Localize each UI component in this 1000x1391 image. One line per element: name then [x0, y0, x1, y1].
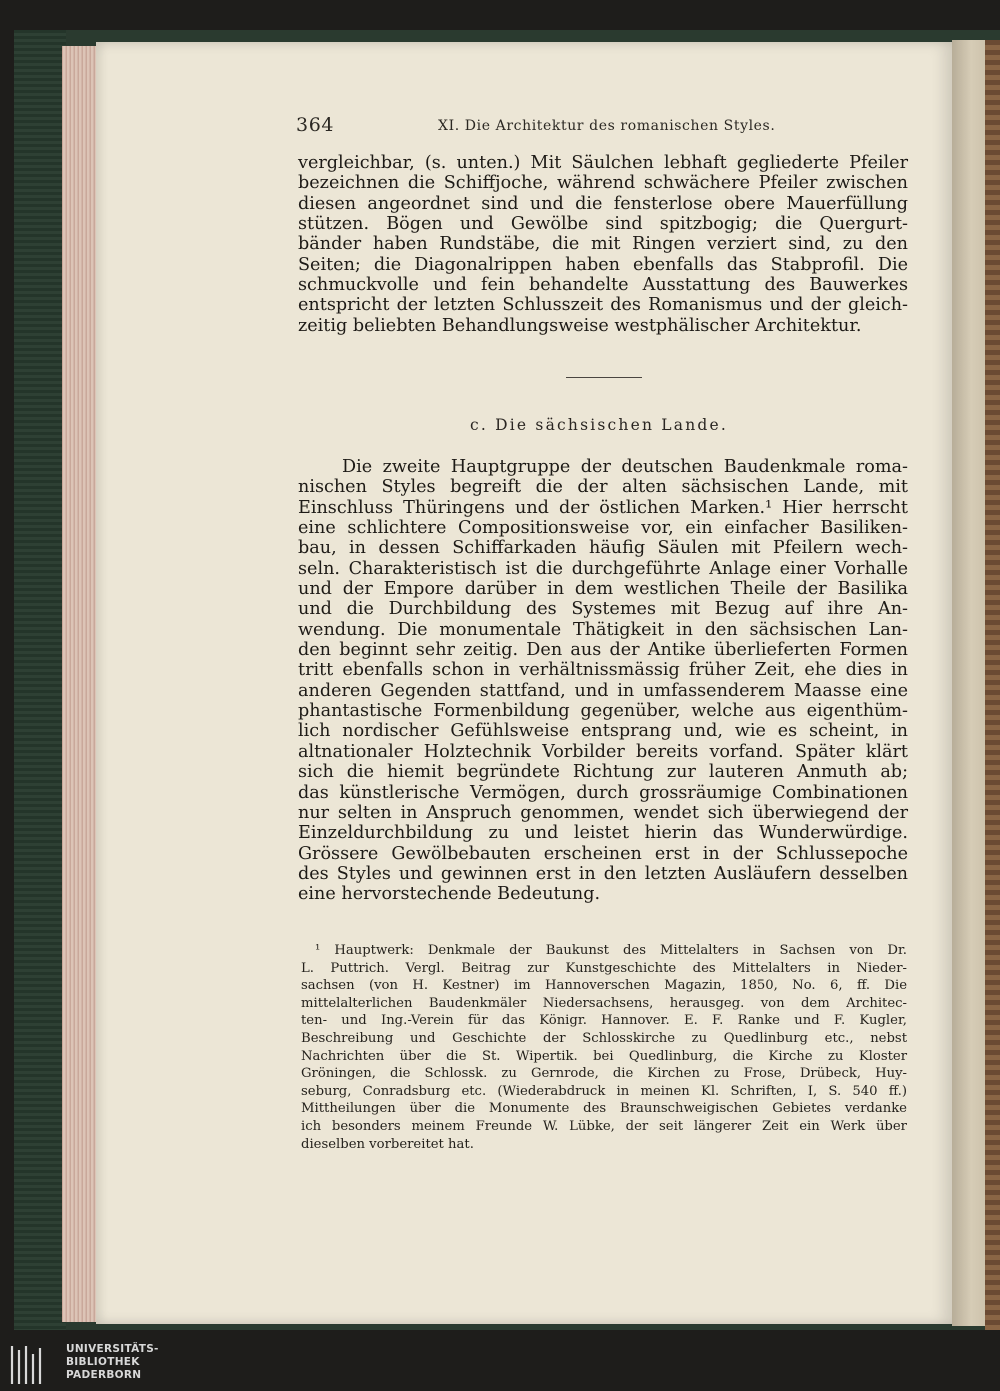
- text-line: Grössere Gewölbebauten erscheinen erst in der Schlussepoche: [298, 843, 908, 864]
- text-line: seln. Charakteristisch ist die durchgeführte Anlage einer Vorhalle: [298, 558, 908, 579]
- text-line: anderen Gegenden stattfand, und in umfassenderem Maasse eine: [298, 680, 908, 701]
- library-logo-icon: [8, 1344, 48, 1386]
- footnote-line: Mittheilungen über die Monumente des Braunschweigischen Gebietes verdanke: [301, 1101, 907, 1117]
- text-line: Die zweite Hauptgruppe der deutschen Baudenkmale roma-: [342, 457, 908, 477]
- bookmark-ribbon: [985, 40, 1000, 1330]
- text-line: diesen angeordnet sind und die fensterlose obere Mauerfüllung: [298, 193, 908, 214]
- footnote-line: ich besonders meinem Freunde W. Lübke, der seit längerer Zeit ein Werk über: [301, 1118, 907, 1134]
- text-line: Seiten; die Diagonalrippen haben ebenfalls das Stabprofil. Die: [298, 254, 908, 275]
- footnote-line: L. Puttrich. Vergl. Beitrag zur Kunstgeschichte des Mittelalters in Nieder-: [301, 960, 907, 976]
- text-line: altnationaler Holztechnik Vorbilder bereits vorfand. Später klärt: [298, 741, 908, 762]
- text-line: eine hervorstechende Bedeutung.: [298, 884, 601, 905]
- text-line: schmuckvolle und fein behandelte Ausstattung des Bauwerkes: [298, 275, 908, 296]
- text-line: entspricht der letzten Schlusszeit des Romanismus und der gleich-: [298, 295, 908, 316]
- text-line: zeitig beliebten Behandlungsweise westphälischer Architektur.: [298, 315, 862, 336]
- footnote-line: seburg, Conradsburg etc. (Wiederabdruck in meinen Kl. Schriften, I, S. 540 ff.): [301, 1083, 907, 1099]
- running-title: XI. Die Architektur des romanischen Styles.: [438, 118, 776, 134]
- footnote-line: dieselben vorbereitet hat.: [301, 1136, 474, 1152]
- logo-line: BIBLIOTHEK: [66, 1356, 140, 1369]
- logo-line: UNIVERSITÄTS-: [66, 1343, 159, 1355]
- text-line: stützen. Bögen und Gewölbe sind spitzbogig; die Quergurt-: [298, 214, 908, 235]
- book-cover-texture: [14, 30, 66, 1330]
- text-line: nischen Styles begreift die der alten sächsischen Lande, mit: [298, 477, 908, 498]
- text-line: Einzeldurchbildung zu und leistet hierin das Wunderwürdige.: [298, 823, 908, 844]
- text-line: lich nordischer Gefühlsweise entsprang und, wie es scheint, in: [298, 721, 908, 742]
- text-line: bau, in dessen Schiffarkaden häufig Säulen mit Pfeilern wech-: [298, 538, 908, 559]
- text-line: das künstlerische Vermögen, durch grossräumige Combinationen: [298, 782, 908, 803]
- text-line: den beginnt sehr zeitig. Den aus der Antike überlieferten Formen: [298, 640, 908, 661]
- text-line: des Styles und gewinnen erst in den letzten Ausläufern desselben: [298, 863, 908, 884]
- footnote-line: Beschreibung und Geschichte der Schlosskirche zu Quedlinburg etc., nebst: [301, 1030, 907, 1046]
- text-line: tritt ebenfalls schon in verhältnissmässig früher Zeit, ehe dies in: [298, 660, 908, 681]
- paragraph-2: [298, 457, 908, 905]
- logo-line: PADERBORN: [66, 1369, 142, 1382]
- text-line: sich die hiemit begründete Richtung zur lauteren Anmuth ab;: [298, 762, 908, 783]
- footnote-line: Gröningen, die Schlossk. zu Gernrode, die Kirchen zu Frose, Drübeck, Huy-: [301, 1066, 907, 1082]
- library-logo-text: [66, 1343, 159, 1383]
- text-line: phantastische Formenbildung gegenüber, welche aus eigenthüm-: [298, 701, 908, 722]
- library-logo: [8, 1340, 159, 1388]
- section-divider: [566, 377, 642, 378]
- footnote-line: ten- und Ing.-Verein für das Königr. Hannover. E. F. Ranke und F. Kugler,: [301, 1013, 907, 1029]
- text-line: und die Durchbildung des Systemes mit Bezug auf ihre An-: [298, 599, 908, 620]
- section-heading: c. Die sächsischen Lande.: [470, 416, 729, 434]
- text-line: eine schlichtere Compositionsweise vor, ein einfacher Basiliken-: [298, 518, 908, 539]
- footnote: [301, 942, 907, 1153]
- footnote-line: Nachrichten über die St. Wipertik. bei Quedlinburg, die Kirche zu Kloster: [301, 1048, 907, 1064]
- text-line: bezeichnen die Schiffjoche, während schwächere Pfeiler zwischen: [298, 173, 908, 194]
- text-line: Einschluss Thüringens und der östlichen Marken.¹ Hier herrscht: [298, 497, 908, 518]
- footnote-line: sachsen (von H. Kestner) im Hannoverschen Magazin, 1850, No. 6, ff. Die: [301, 978, 907, 994]
- text-line: vergleichbar, (s. unten.) Mit Säulchen lebhaft gegliederte Pfeiler: [298, 153, 908, 173]
- text-line: nur selten in Anspruch genommen, wendet sich überwiegend der: [298, 802, 908, 823]
- text-line: und der Empore darüber in dem westlichen Theile der Basilika: [298, 579, 908, 600]
- page-number: 364: [296, 114, 335, 136]
- text-line: bänder haben Rundstäbe, die mit Ringen verziert sind, zu den: [298, 234, 908, 255]
- footnote-line: mittelalterlichen Baudenkmäler Niedersachsens, herausgeg. von dem Architec-: [301, 995, 907, 1011]
- text-line: wendung. Die monumentale Thätigkeit in den sächsischen Lan-: [298, 619, 908, 640]
- footnote-line: ¹ Hauptwerk: Denkmale der Baukunst des Mittelalters in Sachsen von Dr.: [315, 943, 907, 958]
- paragraph-1: [298, 153, 908, 336]
